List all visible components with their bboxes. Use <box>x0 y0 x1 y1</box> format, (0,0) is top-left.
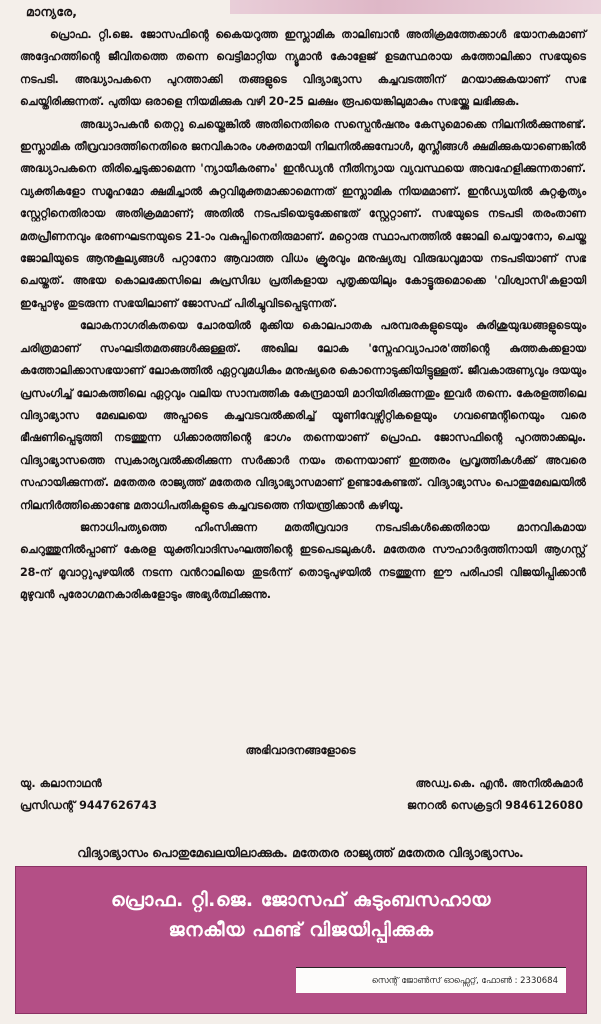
paragraph-4: ജനാധിപത്യത്തെ ഹിംസിക്കുന്ന മതതീവ്രവാദ നടപടികൾക്കെതിരായ മാനവികമായ ചെറുത്തുനിൽപ്പാണ് കേരള യുക്തിവാദിസംഘത്തിന്റെ ഇടപെടലുകൾ. മതേതര സൗഹാർദ്ദത്തിനായി ആഗസ്റ്റ് 28-ന് മൂവാറ്റുപുഴയിൽ നടന്ന വൻറാലിയെ തുടർന്ന് തൊടുപുഴയിൽ നടത്തുന്ന ഈ പരിപാടി വിജയിപ്പിക്കാൻ മുഴുവൻ പുരോഗമനകാരികളോടും അഭ്യർത്ഥിക്കുന്നു. <box>20 520 586 602</box>
signatory-secretary <box>407 773 583 817</box>
header-band <box>230 0 601 14</box>
president-role: പ്രസിഡന്റ് 9447626743 <box>20 799 157 812</box>
president-name: യു. കലാനാഥൻ <box>20 777 102 790</box>
paragraph-2: അദ്ധ്യാപകൻ തെറ്റു ചെയ്തെങ്കിൽ അതിനെതിരെ സസ്പെൻഷനും കേസുമൊക്കെ നിലനിൽക്കുന്നുണ്ട്. ഇസ്ലാമിക തീവ്രവാദത്തിനെതിരെ ജനവികാരം ശക്തമായി നിലനിൽക്കുമ്പോൾ, മുസ്ലീങ്ങൾ ക്ഷമിക്കുകയാണെങ്കിൽ അദ്ധ്യാപകനെ തിരിച്ചെടുക്കാമെന്ന 'ന്യായീകരണം' ഇൻഡ്യൻ നീതിന്യായ വ്യവസ്ഥയെ അവഹേളിക്കുന്നതാണ്. വ്യക്തികളോ സമൂഹമോ ക്ഷമിച്ചാൽ കുറ്റവിമുക്തമാക്കാമെന്നത് ഇസ്ലാമിക നിയമമാണ്. ഇൻഡ്യയിൽ കുറ്റകൃത്യം സ്റ്റേറ്റിനെതിരായ അതിക്രമമാണ്; അതിൽ നടപടിയെടുക്കേണ്ടത് സ്റ്റേറ്റാണ്. സഭയുടെ നടപടി തരംതാണ മതപ്രീണനവും ഭരണഘടനയുടെ 21-ാം വകുപ്പിനെതിരുമാണ്. മറ്റൊരു സ്ഥാപനത്തിൽ ജോലി ചെയ്യാനോ, ചെയ്ത ജോലിയുടെ ആനുകൂല്യങ്ങൾ പറ്റാനോ ആവാത്ത വിധം ക്രൂരവും മനുഷ്യത്വ വിരുദ്ധവുമായ നടപടിയാണ് സഭ ചെയ്തത്. അഭയ കൊലക്കേസിലെ കുപ്രസിദ്ധ പ്രതികളായ പുതൃക്കയിലും കോട്ടൂരുമൊക്കെ 'വിശ്വാസി'കളായി ഇപ്പോഴും തുടരുന്ന സഭയിലാണ് ജോസഫ് പിരിച്ചുവിടപ്പെടുന്നത്. <box>20 117 586 310</box>
banner-line-1: പ്രൊഫ. റ്റി.ജെ. ജോസഫ് കുടുംബസഹായ <box>111 889 491 911</box>
paragraph-1: പ്രൊഫ. റ്റി.ജെ. ജോസഫിന്റെ കൈയറുത്ത ഇസ്ലാമിക താലിബാൻ അതിക്രമത്തേക്കാൾ ഭയാനകമാണ് അദ്ദേഹത്തിന്റെ ജീവിതത്തെ തന്നെ വെട്ടിമാറ്റിയ ന്യൂമാൻ കോളേജ് ഉടമസ്ഥരായ കത്തോലിക്കാ സഭയുടെ നടപടി. അദ്ധ്യാപകനെ പുറത്താക്കി തങ്ങളുടെ വിദ്യാഭ്യാസ കച്ചവടത്തിന് മറയാക്കുകയാണ് സഭ ചെയ്തിരിക്കുന്നത്. പുതിയ ഒരാളെ നിയമിക്കുക വഴി 20-25 ലക്ഷം രൂപയെങ്കിലുമാകും സഭയ്ക്കു ലഭിക്കുക. <box>20 28 586 109</box>
letter-body <box>20 24 586 607</box>
signatory-president <box>20 773 157 817</box>
slogan: വിദ്യാഭ്യാസം പൊതുമേഖലയിലാക്കുക. മതേതര രാജ്യത്ത് മതേതര വിദ്യാഭ്യാസം. <box>77 846 524 860</box>
signoff: അഭിവാദനങ്ങളോടെ <box>245 743 356 757</box>
paragraph-3: ലോകനാഗരികതയെ ചോരയിൽ മുക്കിയ കൊലപാതക പരമ്പരകളുടെയും കുരിശുയുദ്ധങ്ങളുടെയും ചരിത്രമാണ് സംഘടിതമതങ്ങൾക്കുള്ളത്. അഖില ലോക 'സ്നേഹവ്യാപാര'ത്തിന്റെ കുത്തകക്കളായ കത്തോലിക്കാസഭയാണ് ലോകത്തിൽ ഏറ്റവുമധികം മനുഷ്യരെ കൊന്നൊടുക്കിയിട്ടുള്ളത്. ജീവകാരുണ്യവും ദയയും പ്രസംഗിച്ച് ലോകത്തിലെ ഏറ്റവും വലിയ സാമ്പത്തിക കേന്ദ്രമായി മാറിയിരിക്കുന്നതും ഇവർ തന്നെ. കേരളത്തിലെ വിദ്യാഭ്യാസ മേഖലയെ അപ്പാടെ കച്ചവടവൽക്കരിച്ച് യൂണിവേഴ്സിറ്റികളെയും ഗവണ്മെന്റിനെയും വരെ ഭീഷണിപ്പെടുത്തി നടത്തുന്ന ധിക്കാരത്തിന്റെ ഭാഗം തന്നെയാണ് പ്രൊഫ. ജോസഫിന്റെ പുറത്താക്കലും. വിദ്യാഭ്യാസത്തെ സ്വകാര്യവൽക്കരിക്കുന്ന സർക്കാർ നയം തന്നെയാണ് ഇത്തരം പ്രവൃത്തികൾക്ക് അവരെ സഹായിക്കുന്നത്. മതേതര രാജ്യത്ത് മതേതര വിദ്യാഭ്യാസമാണ് ഉണ്ടാകേണ്ടത്. വിദ്യാഭ്യാസം പൊതുമേഖലയിൽ നിലനിർത്തിക്കൊണ്ടേ മതാധിപതികളുടെ കച്ചവടത്തെ നിയന്ത്രിക്കാൻ കഴിയൂ. <box>20 319 586 512</box>
printer-credit: സെന്റ് ജോൺസ് ഓഫ്സെറ്റ്, ഫോൺ : 2330684 <box>296 967 566 993</box>
banner-title <box>16 885 586 945</box>
secretary-name: അഡ്വ.കെ. എൻ. അനിൽകുമാർ <box>415 777 583 790</box>
banner-line-2: ജനകീയ ഫണ്ട് വിജയിപ്പിക്കുക <box>168 919 434 941</box>
secretary-role: ജനറൽ സെക്രട്ടറി 9846126080 <box>407 799 583 812</box>
fund-banner <box>15 866 587 1014</box>
salutation: മാന്യരേ, <box>26 4 78 19</box>
